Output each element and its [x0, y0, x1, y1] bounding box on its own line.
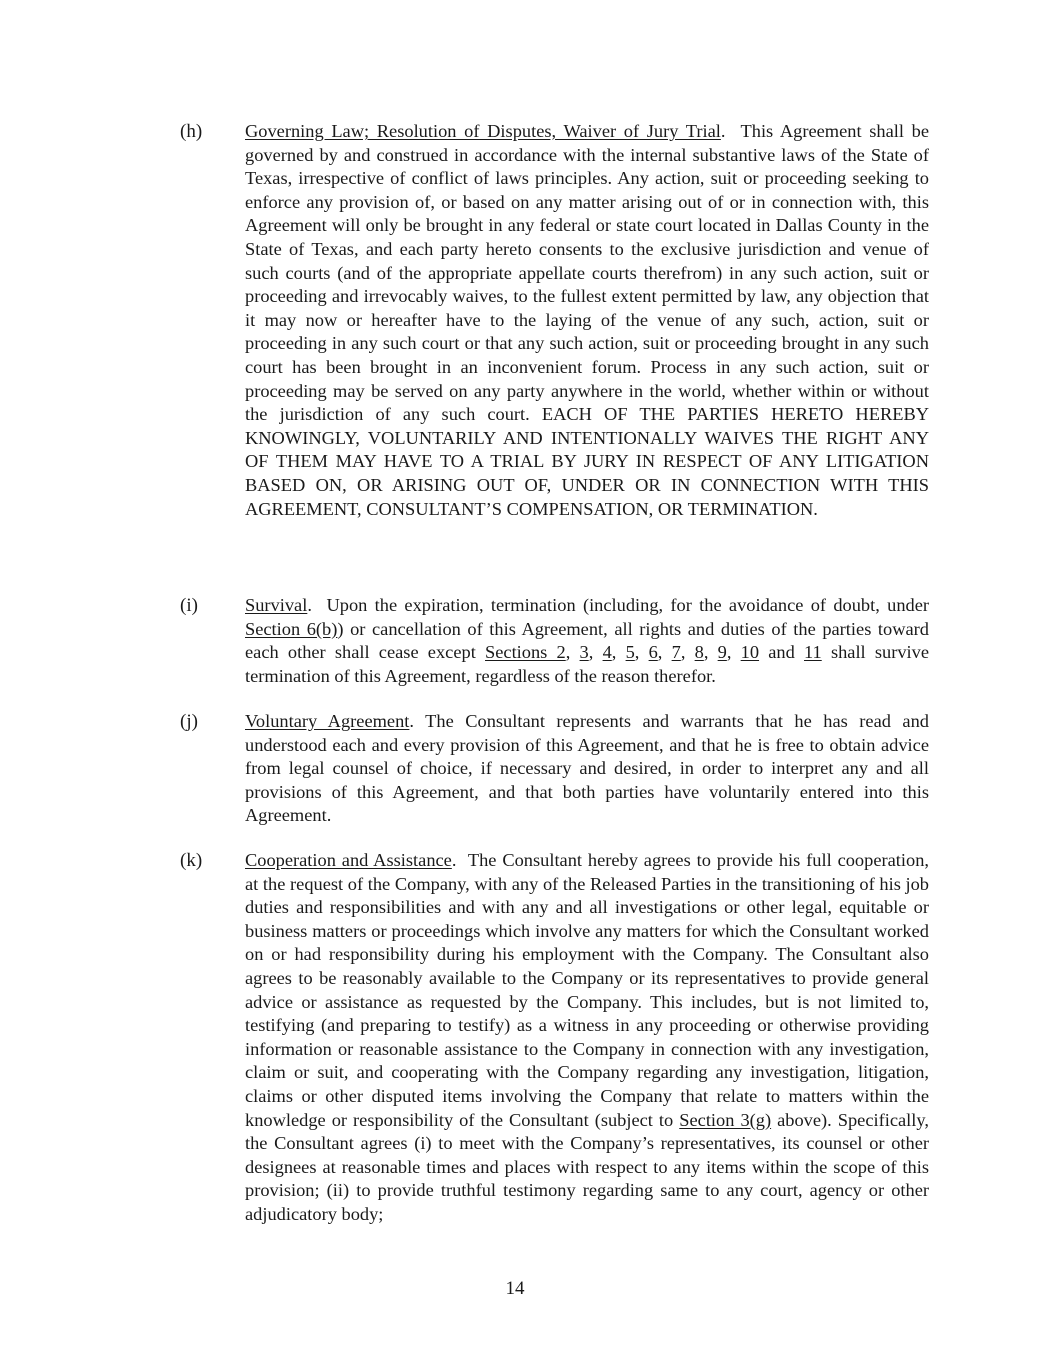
section-body: Voluntary Agreement. The Consultant represents and warrants that he has read and understood each and every provision of this Agreement, and that he is free to obtain advice from legal counsel of choice, if necessary and desired, in order to interpret any and all provisions of this Agreement, and that both parties have voluntarily entered into this Agreement. [245, 711, 929, 826]
section-text: ) or cancellation of this Agreement, all rights and duties of the parties toward each other shall cease except [245, 618, 929, 663]
section-reference: Sections 2 [485, 642, 566, 663]
section-reference: 9 [717, 642, 727, 663]
section-reference: Section 6(b) [245, 618, 338, 639]
section-title: Cooperation and Assistance [245, 850, 452, 870]
section-text: The Consultant represents and warrants that he has read and understood each and every provision of this Agreement, and that he is free to obtain advice from legal counsel of choice, if necessary and desired, in order to interpret any and all provisions of this Agreement, and that both parties have voluntarily entered into this Agreement. [245, 711, 929, 826]
section-label: (j) [180, 711, 198, 732]
section-title: Governing Law; Resolution of Disputes, Waiver of Jury Trial [245, 121, 721, 141]
section-reference: 5 [625, 642, 635, 663]
section-reference: 4 [602, 642, 612, 663]
section-text: This Agreement shall be governed by and construed in accordance with the internal substantive laws of the State of Texas, irrespective of conflict of laws principles. Any action, suit or proceeding seeking to enforce any provision of, or based on any matter arising out of or in connection with, this Agreement will only be brought in any federal or state court located in Dallas County in the State of Texas, and each party hereto consents to the exclusive jurisdiction and venue of such courts (and of the appropriate appellate courts therefrom) in any such action, suit or proceeding and irrevocably waives, to the fullest extent permitted by law, any objection that it may now or hereafter have to the laying of the venue of any such, action, suit or proceeding in any such court or that any such action, suit or proceeding brought in any such court has been brought in an inconvenient forum. Process in any such action, suit or proceeding may be served on any party anywhere in the world, whether within or without the jurisdiction of any such court. EACH OF THE PARTIES HERETO HEREBY KNOWINGLY, VOLUNTARILY AND INTENTIONALLY WAIVES THE RIGHT ANY OF THEM MAY HAVE TO A TRIAL BY JURY IN RESPECT OF ANY LITIGATION BASED ON, OR ARISING OUT OF, UNDER OR IN CONNECTION WITH THIS AGREEMENT, CONSULTANT’S COMPENSATION, OR TERMINATION. [245, 121, 930, 519]
section-label: (i) [180, 595, 198, 616]
section-body: Governing Law; Resolution of Disputes, Waiver of Jury Trial. This Agreement shall be governed by and construed in accordance with the internal substantive laws of the State of Texas, irrespective of conflict of laws principles. Any action, suit or proceeding seeking to enforce any provision of, or based on any matter arising out of or in connection with, this Agreement will only be brought in any federal or state court located in Dallas County in the State of Texas, and each party hereto consents to the exclusive jurisdiction and venue of such courts (and of the appropriate appellate courts therefrom) in any such action, suit or proceeding and irrevocably waives, to the fullest extent permitted by law, any objection that it may now or hereafter have to the laying of the venue of any such, action, suit or proceeding in any such court or that any such action, suit or proceeding brought in any such court has been brought in an inconvenient forum. Process in any such action, suit or proceeding may be served on any party anywhere in the world, whether within or without the jurisdiction of any such court. EACH OF THE PARTIES HERETO HEREBY KNOWINGLY, VOLUNTARILY AND INTENTIONALLY WAIVES THE RIGHT ANY OF THEM MAY HAVE TO A TRIAL BY JURY IN RESPECT OF ANY LITIGATION BASED ON, OR ARISING OUT OF, UNDER OR IN CONNECTION WITH THIS AGREEMENT, CONSULTANT’S COMPENSATION, OR TERMINATION. [245, 121, 930, 519]
section-reference: 10 [740, 642, 760, 663]
section-reference: 11 [804, 642, 822, 663]
section-label: (h) [180, 121, 203, 142]
section-h [180, 120, 930, 521]
page-number: 14 [505, 1278, 525, 1299]
section-title: Survival [245, 595, 308, 615]
section-text: shall survive termination of this Agreement, regardless of the reason therefor. [245, 642, 930, 686]
section-body: Cooperation and Assistance. The Consultant hereby agrees to provide his full cooperation, at the request of the Company, with any of the Released Parties in the transitioning of his job duties and responsibilities and with any and all investigations or other legal, equitable or business matters or proceedings which involve any matters for which the Consultant worked on or had responsibility during his employment with the Company. The Consultant also agrees to be reasonably available to the Company or its representatives to provide general advice or assistance as requested by the Company. This includes, but is not limited to, testifying (and preparing to testify) as a witness in any proceeding or otherwise providing information or reasonable assistance to the Company in connection with any investigation, claim or suit, and cooperating with the Company regarding any investigation, litigation, claims or other disputed items involving the Company that relate to matters within the knowledge or responsibility of the Consultant (subject to Section 3(g) above). Specifically, the Consultant agrees (i) to meet with the Company’s representatives, its counsel or other designees at reasonable times and places with respect to any items within the scope of this provision; (ii) to provide truthful testimony regarding same to any court, agency or other adjudicatory body; [245, 850, 929, 1224]
section-reference: 8 [694, 642, 704, 663]
section-reference: 7 [671, 642, 681, 663]
section-reference: Section 3(g) [679, 1109, 772, 1130]
section-body: Survival. Upon the expiration, termination (including, for the avoidance of doubt, under Section 6(b)) or cancellation of this Agreement, all rights and duties of the parties toward each other shall cease except Sections 2, 3, 4, 5, 6, 7, 8, 9, 10 and 11 shall survive termination of this Agreement, regardless of the reason therefor. [245, 595, 930, 686]
section-reference: 6 [648, 642, 658, 663]
section-text: above). Specifically, the Consultant agrees (i) to meet with the Company’s representatives, its counsel or other designees at reasonable times and places with respect to any items within the scope of this provision; (ii) to provide truthful testimony regarding same to any court, agency or other adjudicatory body; [245, 1109, 929, 1224]
section-title: Voluntary Agreement [245, 711, 410, 731]
section-i [180, 594, 930, 688]
section-j [180, 710, 930, 828]
section-text: Upon the expiration, termination (including, for the avoidance of doubt, under [326, 595, 929, 615]
section-text: and [768, 642, 795, 663]
section-text: The Consultant hereby agrees to provide his full cooperation, at the request of the Company, with any of the Released Parties in the transitioning of his job duties and responsibilities and with any and all investigations or other legal, equitable or business matters or proceedings which involve any matters for which the Consultant worked on or had responsibility during his employment with the Company. The Consultant also agrees to be reasonably available to the Company or its representatives to provide general advice or assistance as requested by the Company. This includes, but is not limited to, testifying (and preparing to testify) as a witness in any proceeding or otherwise providing information or reasonable assistance to the Company in connection with any investigation, claim or suit, and cooperating with the Company regarding any investigation, litigation, claims or other disputed items involving the Company that relate to matters within the knowledge or responsibility of the Consultant (subject to [245, 850, 929, 1130]
section-k [180, 849, 930, 1227]
section-label: (k) [180, 850, 203, 871]
section-reference: 3 [579, 642, 589, 663]
